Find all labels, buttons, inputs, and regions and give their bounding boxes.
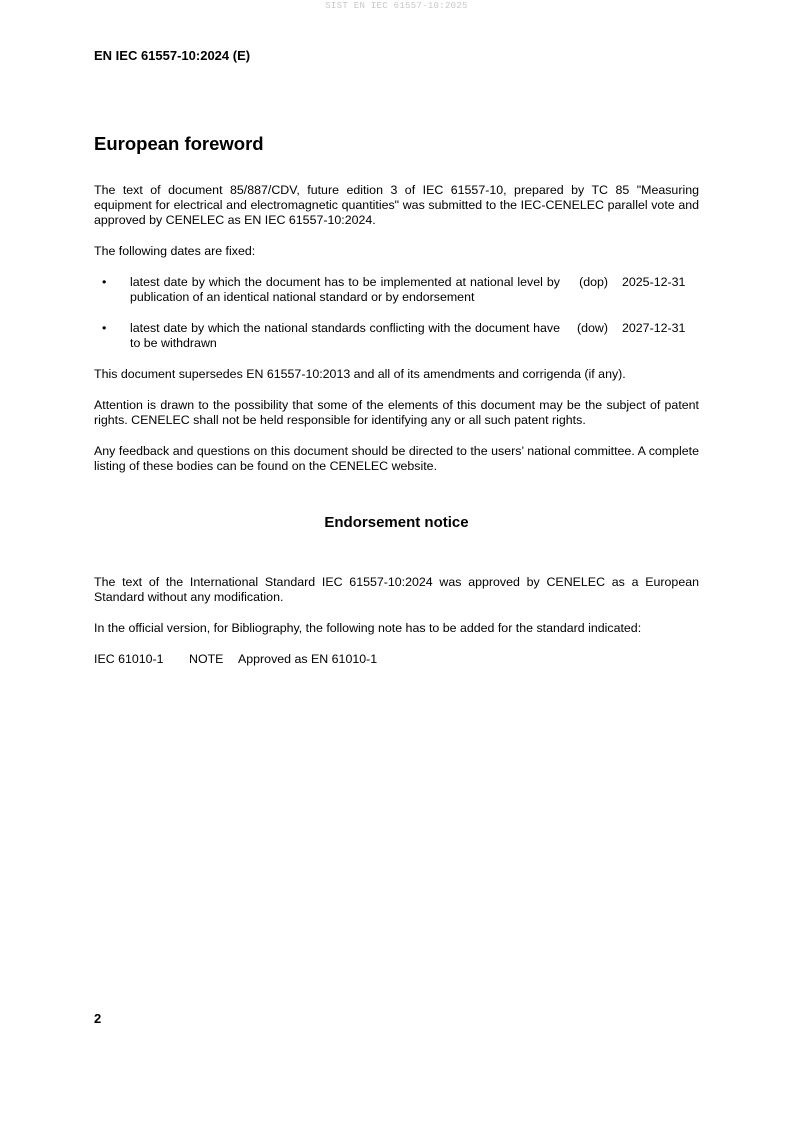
date-description: latest date by which the document has to be implemented at national level by publication of an identical national standard or by endorsement [130, 275, 560, 304]
date-value: 2027-12-31 [622, 321, 686, 335]
feedback-paragraph: Any feedback and questions on this document should be directed to the users’ national committee. A complete listing of these bodies can be found on the CENELEC website. [94, 444, 699, 473]
date-code: (dow) [577, 321, 608, 335]
page-number: 2 [94, 1011, 102, 1026]
note-text: Approved as EN 61010-1 [238, 652, 378, 666]
patent-paragraph: Attention is drawn to the possibility that some of the elements of this document may be the subject of patent rights. CENELEC shall not be held responsible for identifying any or all such patent rights. [94, 398, 699, 427]
date-item-dop [94, 275, 699, 305]
bullet: • [102, 321, 107, 335]
bibliography-note: In the official version, for Bibliography, the following note has to be added for the standard indicated: [94, 621, 642, 635]
date-item-dow [94, 321, 699, 351]
foreword-title: European foreword [94, 133, 264, 154]
page-content [94, 132, 699, 667]
supersedes-paragraph: This document supersedes EN 61557-10:2013 and all of its amendments and corrigenda (if any). [94, 367, 626, 381]
watermark: SIST EN IEC 61557-10:2025 [325, 1, 468, 11]
endorsement-text: The text of the International Standard IEC 61557-10:2024 was approved by CENELEC as a European Standard without any modification. [94, 575, 699, 604]
date-value: 2025-12-31 [622, 275, 686, 289]
document-id-header: EN IEC 61557-10:2024 (E) [94, 48, 251, 63]
bullet: • [102, 275, 107, 289]
note-reference: IEC 61010-1 [94, 652, 164, 666]
dates-intro: The following dates are fixed: [94, 244, 256, 258]
foreword-intro: The text of document 85/887/CDV, future edition 3 of IEC 61557-10, prepared by TC 85 "Measuring equipment for electrical and electromagnetic quantities" was submitted to the IEC-CENELEC parallel vote and approved by CENELEC as EN IEC 61557-10:2024. [94, 183, 699, 227]
endorsement-title: Endorsement notice [324, 514, 469, 531]
note-label: NOTE [189, 652, 224, 666]
dates-list [94, 275, 699, 351]
bibliography-note-entry [94, 652, 699, 667]
date-description: latest date by which the national standards conflicting with the document have to be withdrawn [130, 321, 560, 350]
date-code: (dop) [579, 275, 608, 289]
